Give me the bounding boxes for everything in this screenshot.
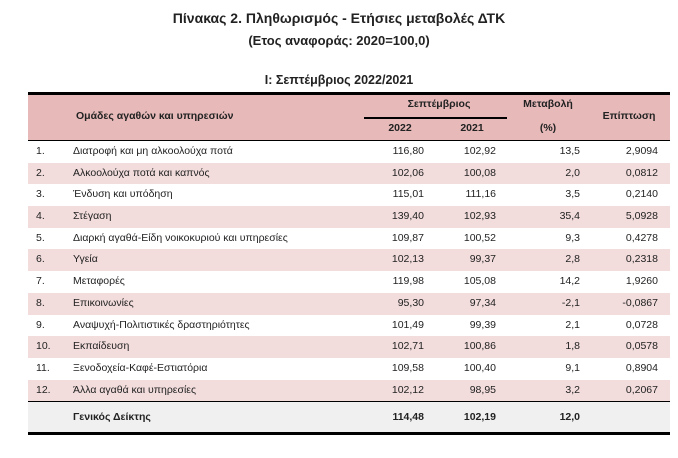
row-number: 6. [36,253,45,266]
table-row [28,141,670,163]
row-impact: 0,2067 [625,383,658,396]
row-name: Διαρκή αγαθά-Είδη νοικοκυριού και υπηρεσίες [73,231,288,244]
table-row [28,293,670,315]
row-name: Επικοινωνίες [73,296,134,309]
row-2022: 102,71 [391,340,424,353]
row-number: 1. [36,145,45,157]
row-2021: 105,08 [463,275,496,288]
row-number: 3. [36,188,45,201]
row-impact: 0,4278 [625,231,658,244]
table-row [28,249,670,271]
row-change: 2,8 [565,253,580,266]
row-2021: 100,08 [463,166,496,179]
row-impact: 2,9094 [625,145,658,157]
row-name: Αλκοολούχα ποτά και καπνός [73,166,210,179]
row-2022: 116,80 [392,145,424,157]
row-change: 1,8 [565,340,580,353]
total-2022: 114,48 [392,411,424,424]
page-title: Πίνακας 2. Πληθωρισμός - Ετήσιες μεταβολές ΔΤΚ [172,10,506,26]
table-row [28,184,670,206]
table-row [28,228,670,250]
row-impact: 5,0928 [625,210,658,223]
total-2021: 102,19 [463,411,496,424]
row-2021: 98,95 [469,383,496,396]
row-change: 35,4 [559,210,580,223]
row-2022: 139,40 [391,210,424,223]
row-number: 4. [36,210,45,223]
section-title: I: Σεπτέμβριος 2022/2021 [264,73,414,87]
row-name: Εκπαίδευση [73,340,130,353]
table-header [28,92,670,141]
table-row [28,206,670,228]
row-name: Υγεία [73,253,98,266]
row-number: 2. [36,166,45,179]
row-name: Ένδυση και υπόδηση [73,188,173,201]
header-year-previous: 2021 [460,122,484,134]
total-change: 12,0 [559,411,580,424]
page-subtitle: (Ετος αναφοράς: 2020=100,0) [248,33,430,48]
row-impact: 0,0812 [625,166,658,179]
row-change: 3,5 [565,188,580,201]
row-2022: 102,13 [391,253,424,266]
row-change: 2,0 [565,166,580,179]
header-groups: Ομάδες αγαθών και υπηρεσιών [76,110,234,122]
table-row [28,380,670,402]
row-name: Ξενοδοχεία-Καφέ-Εστιατόρια [73,361,208,374]
table-row [28,358,670,380]
row-2021: 99,39 [469,318,496,331]
row-2021: 100,86 [463,340,496,353]
table-row [28,271,670,293]
row-2022: 102,06 [391,166,424,179]
row-impact: 0,2318 [625,253,658,266]
table-body [28,141,670,401]
row-change: 13,5 [559,145,580,157]
row-change: 14,2 [559,275,580,288]
row-impact: -0,0867 [622,296,658,309]
header-month: Σεπτέμβριος [407,98,471,110]
cpi-table [28,92,670,435]
row-number: 10. [36,340,51,353]
row-2022: 109,58 [391,361,424,374]
table-row [28,163,670,185]
row-change: 3,2 [565,383,580,396]
row-2021: 102,93 [463,210,496,223]
row-number: 5. [36,231,45,244]
table-row [28,315,670,337]
row-name: Αναψυχή-Πολιτιστικές δραστηριότητες [73,318,250,331]
row-2021: 111,16 [465,188,496,201]
row-2021: 102,92 [463,145,496,157]
row-change: 9,1 [565,361,580,374]
row-name: Στέγαση [73,210,112,223]
row-name: Μεταφορές [73,275,125,288]
row-2021: 100,52 [463,231,496,244]
row-change: 2,1 [565,318,580,331]
row-name: Διατροφή και μη αλκοολούχα ποτά [73,145,233,157]
row-2022: 101,49 [391,318,424,331]
table-row [28,336,670,358]
header-year-current: 2022 [388,122,412,134]
row-2022: 109,87 [391,231,424,244]
row-2021: 99,37 [469,253,496,266]
row-2021: 97,34 [469,296,496,309]
row-number: 8. [36,296,45,309]
header-change-unit: (%) [539,122,557,134]
row-number: 12. [36,383,51,396]
header-change: Μεταβολή [523,98,573,110]
row-impact: 0,0578 [625,340,658,353]
total-name: Γενικός Δείκτης [73,411,151,424]
row-impact: 0,0728 [625,318,658,331]
row-change: 9,3 [565,231,580,244]
row-change: -2,1 [561,296,580,309]
total-row [28,401,670,435]
row-2022: 102,12 [391,383,424,396]
header-divider [364,117,507,119]
row-number: 9. [36,318,45,331]
row-2022: 119,98 [392,275,424,288]
row-impact: 1,9260 [625,275,658,288]
row-impact: 0,2140 [625,188,658,201]
header-impact: Επίπτωση [602,110,656,122]
row-2022: 115,01 [392,188,424,201]
row-2021: 100,40 [463,361,496,374]
row-number: 7. [36,275,45,288]
row-name: Άλλα αγαθά και υπηρεσίες [73,383,197,396]
row-impact: 0,8904 [625,361,658,374]
row-2022: 95,30 [397,296,424,309]
row-number: 11. [36,361,50,374]
